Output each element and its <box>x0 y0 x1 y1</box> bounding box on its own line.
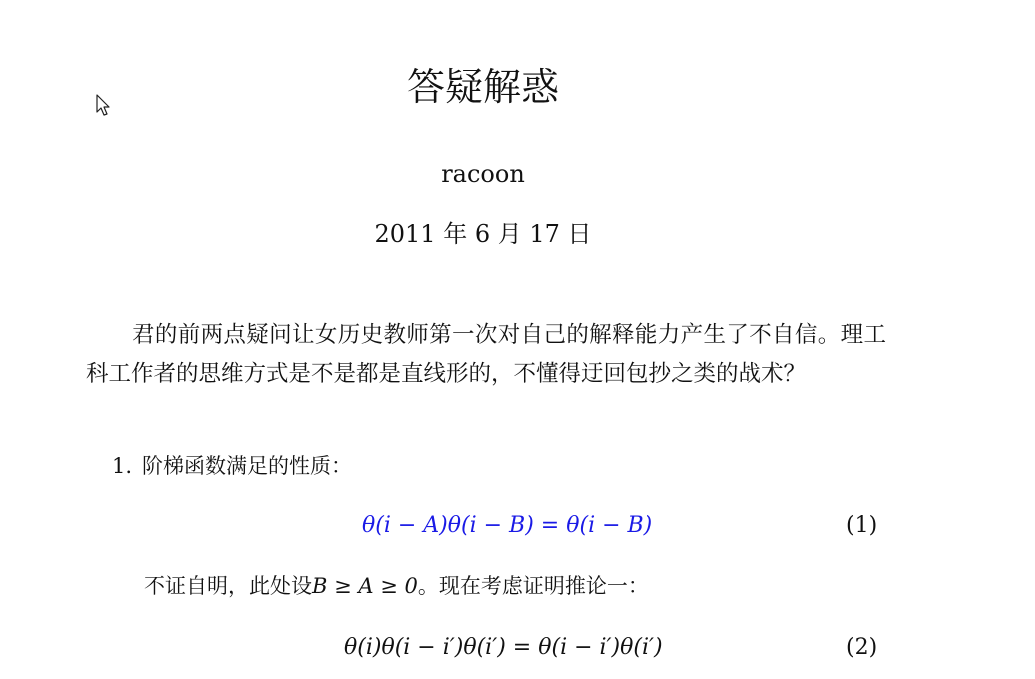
assumption-text <box>144 570 649 602</box>
intro-paragraph: 君的前两点疑问让女历史教师第一次对自己的解释能力产生了不自信。理工科工作者的思维方式是不是都是直线形的，不懂得迂回包抄之类的战术？ <box>86 322 886 387</box>
list-item-number: 1. <box>112 454 133 478</box>
document-author: racoon <box>441 160 525 188</box>
equation-2-equals: = <box>512 635 532 660</box>
equation-2-rhs: θ(i − i′)θ(i′) <box>538 635 663 660</box>
equation-1-equals: = <box>540 513 560 538</box>
equation-2-math <box>344 631 663 665</box>
list-item-text: 阶梯函数满足的性质： <box>142 454 353 478</box>
equation-1-rhs: θ(i − B) <box>566 513 653 538</box>
document-title: 答疑解惑 <box>406 65 559 109</box>
equation-1-lhs: θ(i − A)θ(i − B) <box>362 513 534 538</box>
equation-1-number: (1) <box>846 513 878 538</box>
assumption-prefix: 不证自明，此处设 <box>144 574 312 598</box>
equation-1-math <box>362 509 652 543</box>
equation-2-number: (2) <box>846 635 878 660</box>
list-item <box>112 450 352 482</box>
equation-1 <box>0 509 1035 543</box>
equation-2-lhs: θ(i)θ(i − i′)θ(i′) <box>344 635 506 660</box>
document-date: 2011 年 6 月 17 日 <box>374 220 592 248</box>
assumption-math: B ≥ A ≥ 0 <box>312 574 418 598</box>
assumption-suffix: 。现在考虑证明推论一： <box>417 574 649 598</box>
equation-2 <box>0 631 1035 665</box>
